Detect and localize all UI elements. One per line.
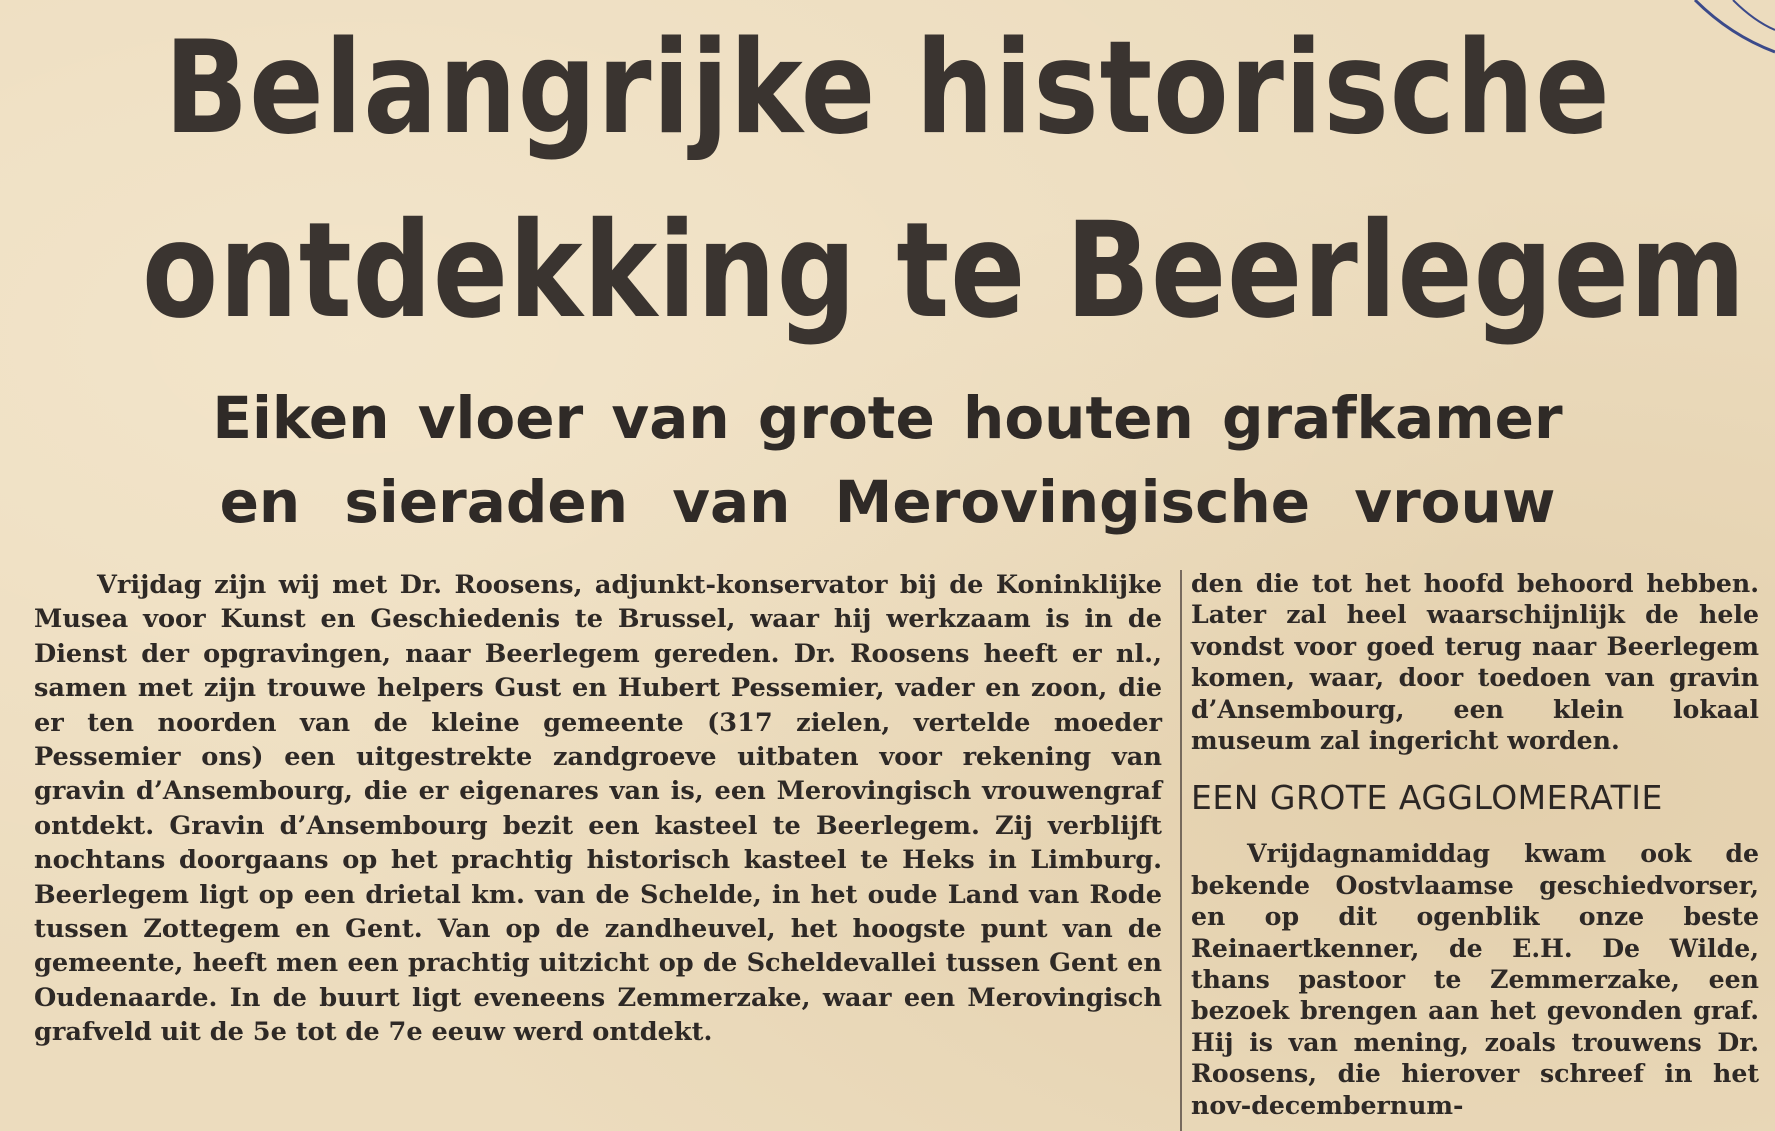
column-divider bbox=[1180, 570, 1182, 1131]
subheadline-line-1: Eiken vloer van grote houten grafkamer bbox=[212, 384, 1563, 452]
right-column-continuation: den die tot het hoofd behoord hebben. Later zal heel waarschijnlijk de hele vondst voor goed terug naar Beerlegem komen, waar, door toedoen van gravin d’Ansembourg, een klein lokaal museum zal ingericht worden. bbox=[1191, 568, 1759, 756]
subheadline-line-2: en sieraden van Merovingische vrouw bbox=[219, 468, 1556, 536]
section-heading: EEN GROTE AGGLOMERATIE bbox=[1191, 778, 1663, 818]
left-column-paragraph: Vrijdag zijn wij met Dr. Roosens, adjunkt-konservator bij de Koninklijke Musea voor Kunst en Geschiedenis te Brussel, waar hij werkzaam is in de Dienst der opgravingen, naar Beerlegem gereden. Dr. Roosens heeft er nl., samen met zijn trouwe helpers Gust en Hubert Pessemier, vader en zoon, die er ten noorden van de kleine gemeente (317 zielen, vertelde moeder Pessemier ons) een uitgestrekte zandgroeve uitbaten voor rekening van gravin d’Ansembourg, die er eigenares van is, een Merovingisch vrouwengraf ontdekt. Gravin d’Ansembourg bezit een kasteel te Beerlegem. Zij verblijft nochtans doorgaans op het prachtig historisch kasteel te Heks in Limburg. Beerlegem ligt op een drietal km. van de Schelde, in het oude Land van Rode tussen Zottegem en Gent. Van op de zandheuvel, het hoogste punt van de gemeente, heeft men een prachtig uitzicht op de Scheldevallei tussen Gent en Oudenaarde. In de buurt ligt eveneens Zemmerzake, waar een Merovingisch grafveld uit de 5e tot de 7e eeuw werd ontdekt. bbox=[34, 570, 1162, 1048]
headline-line-2: ontdekking te Beerlegem bbox=[142, 194, 1747, 348]
right-column bbox=[1191, 568, 1759, 1121]
left-column bbox=[34, 568, 1162, 1050]
pen-mark-icon bbox=[1655, 0, 1775, 70]
right-column-paragraph: Vrijdagnamiddag kwam ook de bekende Oostvlaamse geschiedvorser, en op dit ogenblik onze beste Reinaertkenner, de E.H. De Wilde, thans pastoor te Zemmerzake, een bezoek brengen aan het gevonden graf. Hij is van mening, zoals trouwens Dr. Roosens, die hierover schreef in het nov-decembernum- bbox=[1191, 838, 1759, 1120]
headline-line-1: Belangrijke historische bbox=[164, 14, 1611, 163]
